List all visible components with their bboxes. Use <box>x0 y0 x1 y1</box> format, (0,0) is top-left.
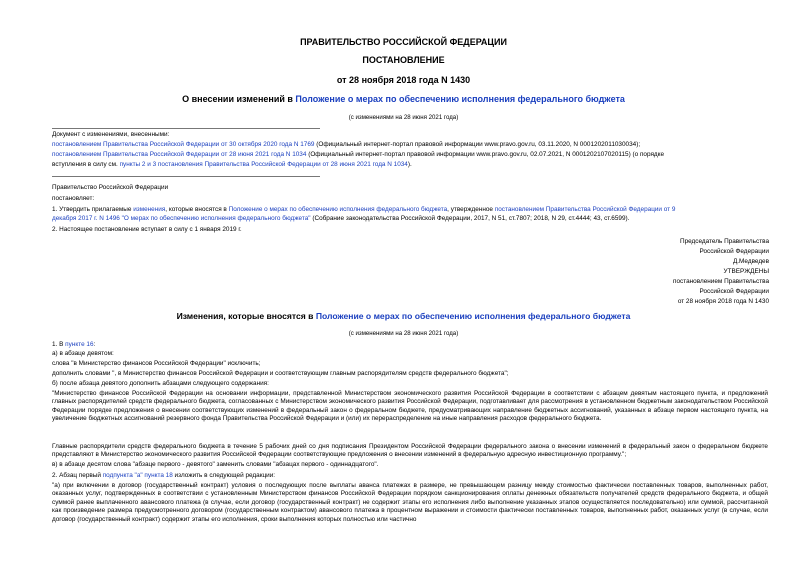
point-18-link[interactable]: подпункта "а" пункта 18 <box>102 472 173 479</box>
divider-bottom <box>52 176 320 177</box>
body-item-1-text-a: 1. В <box>52 341 66 348</box>
body-sub-b: б) после абзаца девятого дополнить абзацами следующего содержания: <box>52 380 269 387</box>
regulation-link-3[interactable]: Положение о мерах по обеспечению исполнения федерального бюджета <box>315 311 631 321</box>
preamble-resolves: постановляет: <box>52 195 95 202</box>
item-1-text-a: 1. Утвердить прилагаемые <box>52 206 134 213</box>
signature-name: Д.Медведев <box>732 258 769 265</box>
regulation-link[interactable]: Положение о мерах по обеспечению исполнения федерального бюджета <box>295 94 625 104</box>
body-item-1-text-b: : <box>93 341 96 348</box>
change-line-1 <box>52 141 640 150</box>
signature-position: Председатель Правительства <box>680 238 769 245</box>
amendment-link-1034[interactable]: постановлением Правительства Российской Федерации от 28 июня 2021 года N 1034 <box>52 151 307 158</box>
doc-type: ПОСТАНОВЛЕНИЕ <box>362 55 445 65</box>
body-paragraph-ministry: "Министерство финансов Российской Федерации на основании информации, представленной Министерством экономического развития Российской Федерации в соответствии с абзацем девятым настоящего пункта, и предложений главных распорядителей средств федерального бюджета, согласованных с Министерством экономического развития Российской Федерации, подготавливает для рассмотрения в установленном бюджетным законодательством Российской Федерации порядке предложения о внесении соответствующих изменений в федеральный закон о федеральном бюджете, предусматривающих направление бюджетных ассигнований, указанных в абзаце первом настоящего пункта, на увеличение бюджетных ассигнований резервного фонда Правительства Российской Федерации и (или) их перераспределение на иные направления расходов федерального бюджета. <box>52 390 768 423</box>
changes-title <box>0 311 807 321</box>
body-item-2-text-b: изложить в следующей редакции: <box>172 472 276 479</box>
change-line-3 <box>52 161 412 170</box>
body-words-remove: слова "в Министерство финансов Российской Федерации" исключить; <box>52 360 261 367</box>
amendment-link-1769[interactable]: постановлением Правительства Российской Федерации от 30 октября 2020 года N 1769 <box>52 141 315 148</box>
body-item-1 <box>52 341 95 350</box>
divider-top <box>52 128 320 129</box>
approved-by: постановлением Правительства <box>673 278 769 285</box>
doc-date-number: от 28 ноября 2018 года N 1430 <box>336 75 471 85</box>
item-1-line-2 <box>52 215 629 224</box>
changes-link[interactable]: изменения <box>133 206 166 213</box>
item-2: 2. Настоящее постановление вступает в силу с 1 января 2019 г. <box>52 226 242 233</box>
change-line-3-text-b: ). <box>407 161 412 168</box>
item-1-text-c: , утвержденное <box>447 206 495 213</box>
resolution-1496-link-a[interactable]: постановлением Правительства Российской Федерации от 9 <box>494 206 676 213</box>
preamble-government: Правительство Российской Федерации <box>52 184 169 191</box>
point-16-link[interactable]: пункте 16 <box>65 341 94 348</box>
regulation-link-2[interactable]: Положение о мерах по обеспечению исполнения федерального бюджета <box>228 206 448 213</box>
change-line-1-text: (Официальный интернет-портал правовой информации www.pravo.gov.ru, 03.11.2020, N 0001202011030034); <box>314 141 641 148</box>
item-1-line-1 <box>52 206 675 215</box>
body-item-2-text-a: 2. Абзац первый <box>52 472 103 479</box>
change-line-2 <box>52 151 664 160</box>
points-2-3-link[interactable]: пункты 2 и 3 постановления Правительства Российской Федерации от 28 июня 2021 года N 1034 <box>119 161 408 168</box>
org-title: ПРАВИТЕЛЬСТВО РОССИЙСКОЙ ФЕДЕРАЦИИ <box>300 37 507 47</box>
body-paragraph-distributors: Главные распорядители средств федерального бюджета в течение 5 рабочих дней со дня подписания Президентом Российской Федерации федерального закона о внесении изменений в федеральный закон о федеральном бюджете представляют в Министерство экономического развития Российской Федерации соответствующие предложения о внесении изменений в федеральную адресную инвестиционную программу."; <box>52 443 768 459</box>
item-1-text-b: , которые вносятся в <box>165 206 229 213</box>
change-line-2-text: (Официальный интернет-портал правовой информации www.pravo.gov.ru, 02.07.2021, N 0001202107020115) (о порядке <box>306 151 665 158</box>
signature-country: Российской Федерации <box>699 248 769 255</box>
approved-heading: УТВЕРЖДЕНЫ <box>723 268 769 275</box>
doc-title <box>0 94 807 104</box>
body-words-add: дополнить словами ", в Министерство финансов Российской Федерации и соответствующим главным распорядителям средств федерального бюджета"; <box>52 370 509 377</box>
body-sub-a: а) в абзаце девятом: <box>52 350 114 357</box>
body-item-2 <box>52 472 275 481</box>
changes-heading: Документ с изменениями, внесенными: <box>52 131 170 138</box>
change-line-3-text-a: вступления в силу см. <box>52 161 120 168</box>
edition-note: (с изменениями на 28 июня 2021 года) <box>348 114 459 121</box>
changes-title-prefix: Изменения, которые вносятся в <box>176 311 316 321</box>
approved-date: от 28 ноября 2018 года N 1430 <box>677 298 769 305</box>
resolution-1496-link-b[interactable]: декабря 2017 г. N 1496 "О мерах по обеспечению исполнения федерального бюджета" <box>52 215 311 222</box>
changes-edition-note: (с изменениями на 28 июня 2021 года) <box>348 330 459 337</box>
body-sub-c: в) в абзаце десятом слова "абзаце первого - девятого" заменить словами "абзацах первого - одиннадцатого". <box>52 461 379 468</box>
approved-country: Российской Федерации <box>699 288 769 295</box>
item-1-text-d: (Собрание законодательства Российской Федерации, 2017, N 51, ст.7807; 2018, N 29, ст.4444; 43, ст.6599). <box>310 215 630 222</box>
body-paragraph-advance: "а) при включении в договор (государственный контракт) условия о последующих после выплаты аванса платежах в размере, не превышающем разницу между стоимостью фактически поставленных товаров, выполненных работ, оказанных услуг, подтвержденных в соответствии с установленным Министерством финансов Российской Федерации порядком санкционирования оплаты денежных обязательств получателей средств федерального бюджета, и общей суммой ранее выплаченного авансового платежа (в случае, если договор (государственный контракт) не содержит этапы его исполнения либо выполнение указанных этапов осуществляется последовательно) или суммой, рассчитанной как произведение размера предусмотренного договором (государственным контрактом) авансового платежа в процентном выражении и стоимости фактически поставленных товаров, выполненных работ, оказанных услуг (в случае, если договор (государственный контракт) содержит этапы его исполнения, сроки выполнения которых полностью или частично <box>52 482 768 523</box>
doc-title-prefix: О внесении изменений в <box>182 94 296 104</box>
